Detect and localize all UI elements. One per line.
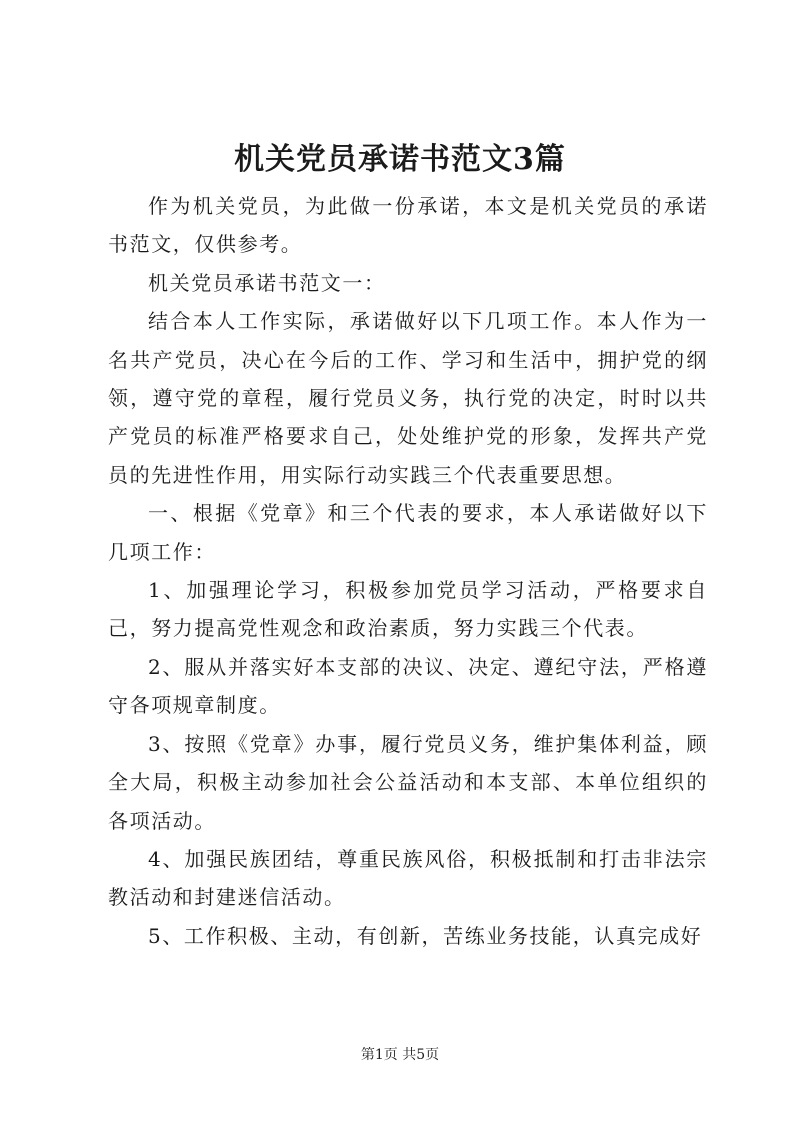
section-heading: 机关党员承诺书范文一： <box>148 270 386 295</box>
document-body <box>108 187 708 955</box>
body-paragraph: 结合本人工作实际，承诺做好以下几项工作。本人作为一名共产党员，决心在今后的工作、学习和生活中，拥护党的纲领，遵守党的章程，履行党员义务，执行党的决定，时时以共产党员的标准严格要求自己，处处维护党的形象，发挥共产党员的先进性作用，用实际行动实践三个代表重要思想。 <box>108 309 708 487</box>
list-heading: 一、根据《党章》和三个代表的要求，本人承诺做好以下几项工作： <box>108 501 708 564</box>
page-footer: 第1页 共5页 <box>360 1047 440 1063</box>
list-item: 4、加强民族团结，尊重民族风俗，积极抵制和打击非法宗教活动和封建迷信活动。 <box>108 846 708 910</box>
list-item: 1、加强理论学习，积极参加党员学习活动，严格要求自己，努力提高党性观念和政治素质，努力实践三个代表。 <box>108 578 708 641</box>
list-item: 3、按照《党章》办事，履行党员义务，维护集体利益，顾全大局，积极主动参加社会公益活动和本支部、本单位组织的各项活动。 <box>108 731 708 833</box>
intro-paragraph: 作为机关党员，为此做一份承诺，本文是机关党员的承诺书范文，仅供参考。 <box>108 194 708 257</box>
list-item: 5、工作积极、主动，有创新，苦练业务技能，认真完成好 <box>148 923 703 948</box>
list-item: 2、服从并落实好本支部的决议、决定、遵纪守法，严格遵守各项规章制度。 <box>108 654 708 718</box>
document-title: 机关党员承诺书范文3篇 <box>234 142 566 177</box>
